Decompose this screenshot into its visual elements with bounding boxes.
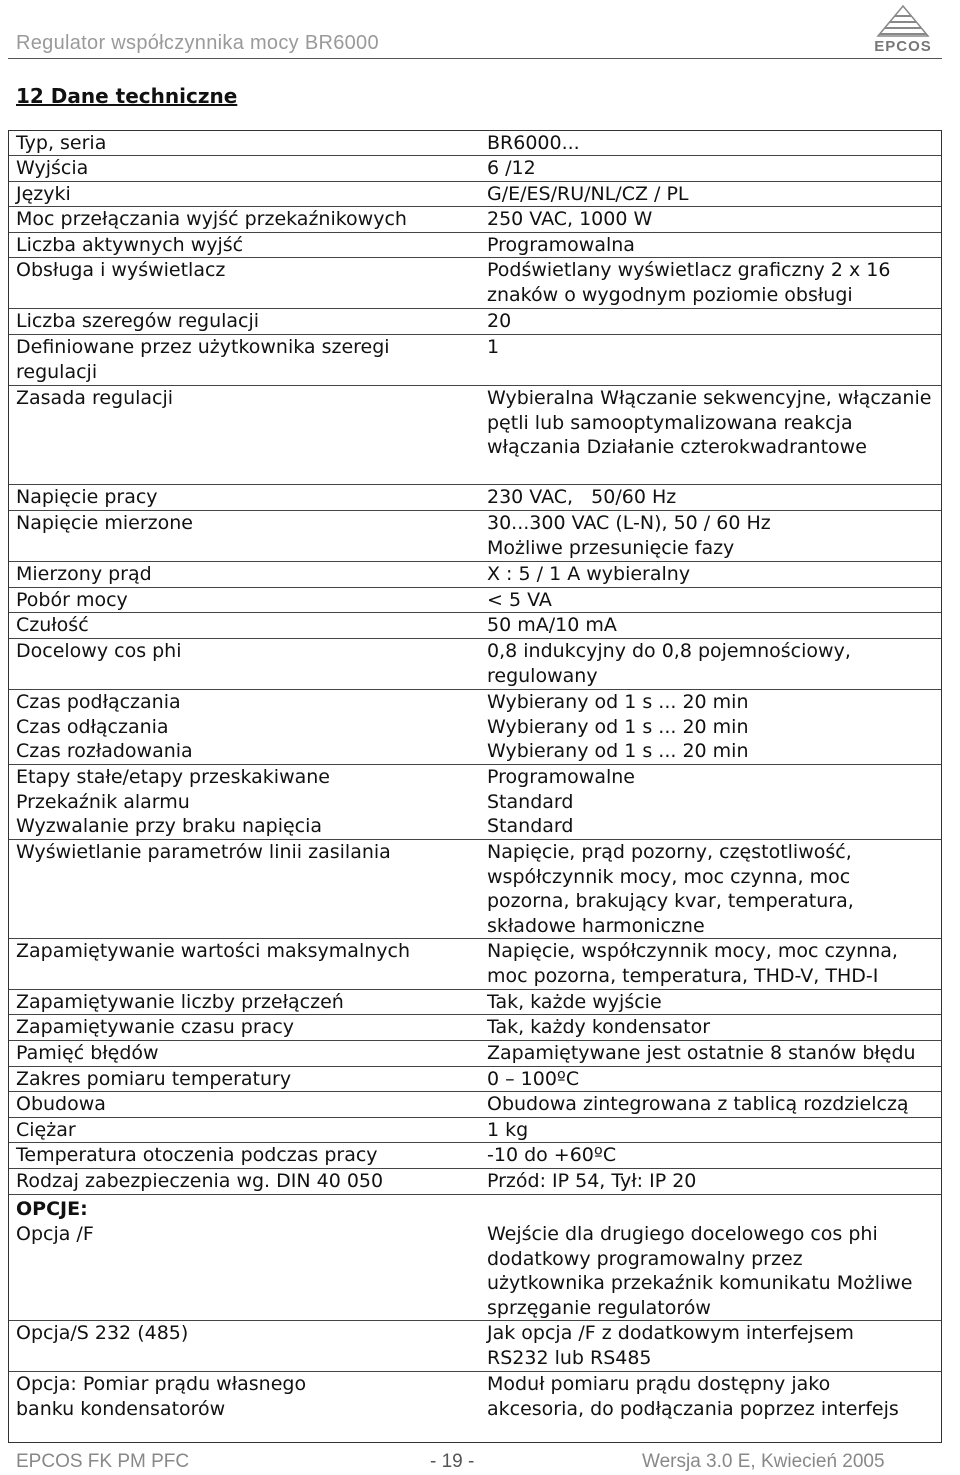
row-value: 1 kg — [487, 1119, 529, 1141]
row-value: Wybierany od 1 s ... 20 min — [487, 716, 749, 738]
table-row — [9, 258, 941, 308]
epcos-logo — [868, 2, 938, 58]
row-value: Tak, każdy kondensator — [487, 1016, 711, 1038]
row-value: Tak, każde wyjście — [487, 991, 662, 1013]
row-value: 0,8 indukcyjny do 0,8 pojemnościowy, regulowany — [487, 640, 851, 687]
row-label: Rodzaj zabezpieczenia wg. DIN 40 050 — [16, 1170, 384, 1192]
row-value: Wybierany od 1 s ... 20 min — [487, 691, 749, 713]
table-row — [9, 511, 941, 561]
option-row — [9, 1222, 941, 1320]
row-value: Podświetlany wyświetlacz graficzny 2 x 16 znaków o wygodnym poziomie obsługi — [487, 259, 891, 306]
row-label: Typ, seria — [16, 132, 107, 154]
row-value: 250 VAC, 1000 W — [487, 208, 653, 230]
row-divider — [9, 181, 941, 182]
row-value: Obudowa zintegrowana z tablicą rozdzielczą — [487, 1093, 909, 1115]
row-label: Etapy stałe/etapy przeskakiwane — [16, 766, 330, 788]
option-row — [9, 1372, 941, 1444]
row-label: Czułość — [16, 614, 89, 636]
option-value: Jak opcja /F z dodatkowym interfejsem RS232 lub RS485 — [487, 1322, 854, 1369]
row-label: Temperatura otoczenia podczas pracy — [16, 1144, 378, 1166]
row-value: -10 do +60ºC — [487, 1144, 617, 1166]
row-value: BR6000... — [487, 132, 580, 154]
table-row — [9, 386, 941, 484]
option-value: Wejście dla drugiego docelowego cos phi dodatkowy programowalny przez użytkownika przekaźnik komunikatu Możliwe sprzęganie regulatorów — [487, 1223, 913, 1319]
row-label: Docelowy cos phi — [16, 640, 182, 662]
row-label: Czas odłączania — [16, 716, 169, 738]
row-label: Wyzwalanie przy braku napięcia — [16, 815, 323, 837]
row-label: Moc przełączania wyjść przekaźnikowych — [16, 208, 407, 230]
row-value: 30...300 VAC (L-N), 50 / 60 Hz Możliwe przesunięcie fazy — [487, 512, 771, 559]
row-label: Napięcie pracy — [16, 486, 158, 508]
row-label: Zapamiętywanie liczby przełączeń — [16, 991, 344, 1013]
row-label: Przekaźnik alarmu — [16, 791, 190, 813]
row-value: Standard — [487, 791, 574, 813]
row-label: Czas podłączania — [16, 691, 181, 713]
row-label: Obudowa — [16, 1093, 106, 1115]
row-value: Napięcie, prąd pozorny, częstotliwość, współczynnik mocy, moc czynna, moc pozorna, brakujący kvar, temperatura, składowe harmoniczne — [487, 841, 854, 937]
row-divider — [9, 612, 941, 613]
row-value: Zapamiętywane jest ostatnie 8 stanów błędu — [487, 1042, 916, 1064]
logo-text: EPCOS — [874, 38, 932, 55]
row-value: Standard — [487, 815, 574, 837]
row-label: Pamięć błędów — [16, 1042, 159, 1064]
row-label: Języki — [16, 183, 71, 205]
row-divider — [9, 1117, 941, 1118]
row-label: Napięcie mierzone — [16, 512, 193, 534]
section-title: 12 Dane techniczne — [16, 84, 238, 108]
row-value: 50 mA/10 mA — [487, 614, 617, 636]
table-row — [9, 335, 941, 385]
option-row — [9, 1321, 941, 1371]
row-value: < 5 VA — [487, 589, 552, 611]
footer-version: Wersja 3.0 E, Kwiecień 2005 — [642, 1451, 885, 1472]
row-label: Zapamiętywanie czasu pracy — [16, 1016, 295, 1038]
row-value: Wybieralna Włączanie sekwencyjne, włączanie pętli lub samooptymalizowana reakcja włączania Działanie czterokwadrantowe — [487, 387, 932, 458]
page-number: - 19 - — [430, 1451, 475, 1472]
spec-table — [8, 130, 942, 1443]
row-value: 6 /12 — [487, 157, 536, 179]
row-divider — [9, 587, 941, 588]
row-label: Zapamiętywanie wartości maksymalnych — [16, 940, 410, 962]
row-label: Ciężar — [16, 1119, 76, 1141]
option-label: Opcja /F — [16, 1223, 94, 1245]
row-label: Pobór mocy — [16, 589, 128, 611]
row-value: 0 – 100ºC — [487, 1068, 580, 1090]
row-value: Programowalne — [487, 766, 635, 788]
row-value: 230 VAC, 50/60 Hz — [487, 486, 677, 508]
row-label: Zakres pomiaru temperatury — [16, 1068, 292, 1090]
row-label: Liczba szeregów regulacji — [16, 310, 260, 332]
options-heading: OPCJE: — [16, 1198, 88, 1220]
footer-left: EPCOS FK PM PFC — [16, 1451, 190, 1472]
row-value: Napięcie, współczynnik mocy, moc czynna, moc pozorna, temperatura, THD-V, THD-I — [487, 940, 898, 987]
option-label: Opcja: Pomiar prądu własnego banku kondensatorów — [16, 1373, 307, 1420]
row-value: X : 5 / 1 A wybieralny — [487, 563, 691, 585]
row-label: Obsługa i wyświetlacz — [16, 259, 226, 281]
row-value: Wybierany od 1 s ... 20 min — [487, 740, 749, 762]
row-label: Definiowane przez użytkownika szeregi regulacji — [16, 336, 390, 383]
row-value: 1 — [487, 336, 500, 358]
header-divider — [8, 58, 942, 59]
row-value: Programowalna — [487, 234, 635, 256]
row-value: Przód: IP 54, Tył: IP 20 — [487, 1170, 697, 1192]
row-label: Czas rozładowania — [16, 740, 193, 762]
header-title: Regulator współczynnika mocy BR6000 — [16, 32, 379, 54]
row-label: Wyświetlanie parametrów linii zasilania — [16, 841, 391, 863]
table-row — [9, 939, 941, 989]
epcos-logo-icon — [868, 2, 938, 42]
row-divider — [9, 1194, 941, 1195]
row-label: Liczba aktywnych wyjść — [16, 234, 244, 256]
table-row — [9, 840, 941, 938]
row-divider — [9, 155, 941, 156]
option-value: Moduł pomiaru prądu dostępny jako akcesoria, do podłączania poprzez interfejs — [487, 1373, 899, 1420]
row-label: Zasada regulacji — [16, 387, 174, 409]
row-value: 20 — [487, 310, 512, 332]
option-label: Opcja/S 232 (485) — [16, 1322, 189, 1344]
table-row — [9, 639, 941, 689]
row-label: Wyjścia — [16, 157, 89, 179]
row-value: G/E/ES/RU/NL/CZ / PL — [487, 183, 689, 205]
row-label: Mierzony prąd — [16, 563, 152, 585]
